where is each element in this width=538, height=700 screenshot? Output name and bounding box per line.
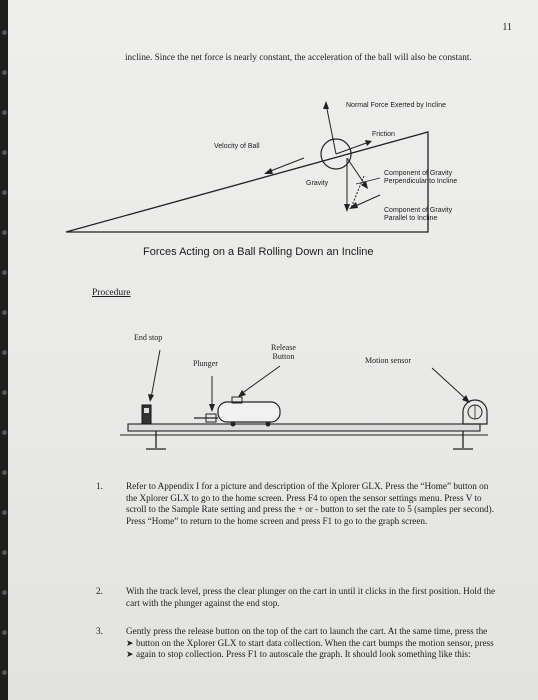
binder-spine	[0, 0, 8, 700]
binder-hole	[2, 390, 7, 395]
step-text: With the track level, press the clear plunger on the cart in until it clicks in the first position. Hold the cart with the plunger against the end stop.	[126, 586, 496, 608]
parallel-component-label: Component of Gravity Parallel to Incline	[384, 207, 453, 222]
end-stop-arrow	[151, 350, 160, 398]
binder-hole	[2, 630, 7, 635]
cart-wheel	[231, 422, 236, 427]
velocity-label: Velocity of Ball	[214, 143, 260, 150]
step-text: Refer to Appendix I for a picture and description of the Xplorer GLX. Press the “Home” button on the Xplorer GLX to go to the home screen. Press F4 to open the sensor settings menu. Press V to scroll to the Sample Rate setting and press the + or - button to set the rate to 5 (samples per second). Press “Home” to return to the home screen and press F1 to go to the graph screen.	[126, 481, 494, 526]
cart-track-diagram	[8, 0, 538, 480]
release-button-arrow	[241, 366, 280, 394]
binder-hole	[2, 430, 7, 435]
document-page	[8, 0, 538, 700]
gravity-label: Gravity	[306, 180, 329, 187]
binder-hole	[2, 230, 7, 235]
motion-sensor-arrow	[432, 368, 467, 400]
plunger-arrowhead	[209, 404, 215, 412]
binder-hole	[2, 110, 7, 115]
perpendicular-component-label: Component of Gravity Perpendicular to Incline	[384, 170, 458, 185]
cart-wheel	[266, 422, 271, 427]
end-stop-label: End stop	[134, 333, 163, 342]
intro-paragraph: incline. Since the net force is nearly constant, the acceleration of the ball will also be constant.	[125, 52, 472, 62]
end-stop	[142, 405, 151, 424]
binder-hole	[2, 30, 7, 35]
step-number: 1.	[96, 481, 103, 491]
binder-hole	[2, 150, 7, 155]
step-number: 2.	[96, 586, 103, 596]
figure-caption: Forces Acting on a Ball Rolling Down an Incline	[143, 246, 374, 258]
binder-hole	[2, 470, 7, 475]
track	[128, 424, 480, 431]
release-button-label: Release Button	[271, 343, 296, 361]
step-text: Gently press the release button on the top of the cart to launch the cart. At the same time, press the ➤ button on the Xplorer GLX to start data collection. When the cart bumps the motion sensor, press ➤ again to stop collection. Press F1 to autoscale the graph. It should look something like this:	[126, 626, 494, 659]
binder-hole	[2, 70, 7, 75]
binder-hole	[2, 590, 7, 595]
binder-hole	[2, 670, 7, 675]
binder-hole	[2, 510, 7, 515]
motion-sensor-label: Motion sensor	[365, 356, 411, 365]
friction-label: Friction	[372, 131, 395, 138]
binder-hole	[2, 310, 7, 315]
binder-hole	[2, 350, 7, 355]
end-stop-window	[144, 408, 149, 413]
procedure-heading: Procedure	[92, 288, 131, 298]
page-number: 11	[502, 22, 512, 33]
binder-hole	[2, 270, 7, 275]
cart-body	[218, 402, 280, 422]
step-number: 3.	[96, 626, 103, 636]
normal-force-label: Normal Force Exerted by Incline	[346, 102, 446, 109]
end-stop-arrowhead	[148, 394, 154, 402]
binder-hole	[2, 190, 7, 195]
binder-hole	[2, 550, 7, 555]
plunger-label: Plunger	[193, 359, 218, 368]
